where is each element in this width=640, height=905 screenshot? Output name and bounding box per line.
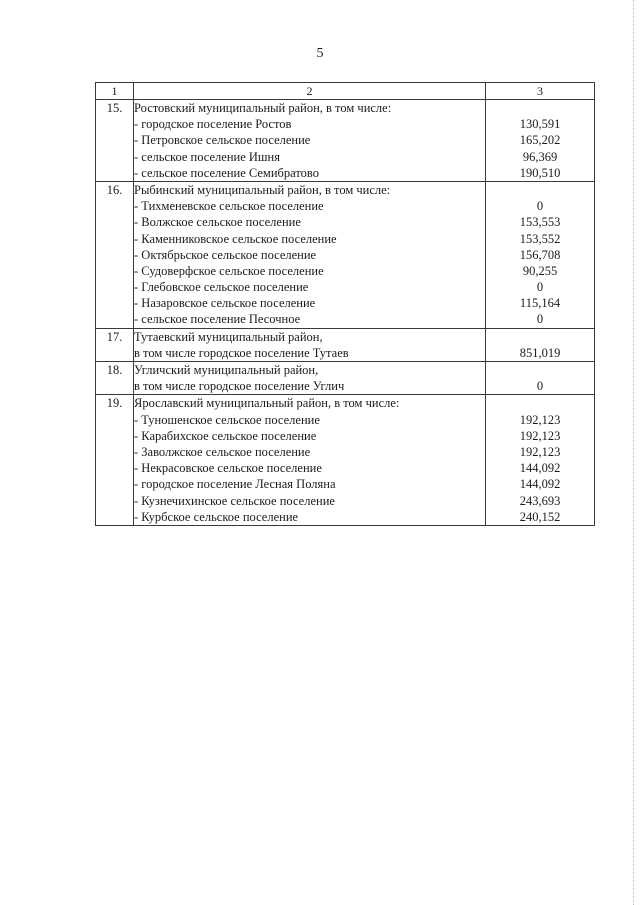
settlement-name: - городское поселение Лесная Поляна — [134, 477, 336, 492]
settlement-name: - Волжское сельское поселение — [134, 215, 301, 230]
row-description — [134, 100, 486, 182]
settlement-name: в том числе городское поселение Углич — [134, 379, 345, 394]
amount-value: 90,255 — [522, 263, 558, 278]
amount-value: 192,123 — [519, 444, 561, 459]
amount-value: 0 — [536, 312, 544, 327]
row-number: 18. — [96, 362, 134, 395]
row-description — [134, 328, 486, 361]
district-name: Ярославский муниципальный район, в том числе: — [134, 396, 400, 411]
settlement-name: - Тихменевское сельское поселение — [134, 199, 324, 214]
table-row — [96, 395, 595, 526]
settlement-name: - Судоверфское сельское поселение — [134, 263, 324, 278]
row-number: 17. — [96, 328, 134, 361]
amount-value: 153,552 — [519, 231, 561, 246]
amount-value: 130,591 — [519, 117, 561, 132]
settlement-name: - Заволжское сельское поселение — [134, 444, 311, 459]
settlement-name: - Каменниковское сельское поселение — [134, 231, 337, 246]
amount-value: 0 — [536, 379, 544, 394]
amount-value — [486, 329, 594, 345]
row-description — [134, 181, 486, 328]
amount-value — [486, 362, 594, 378]
amount-value — [486, 182, 594, 198]
amount-value — [486, 395, 594, 411]
district-name: Рыбинский муниципальный район, в том числе: — [134, 182, 391, 197]
scan-edge — [632, 0, 634, 905]
column-header: 3 — [486, 83, 595, 100]
row-values — [486, 395, 595, 526]
amount-value: 144,092 — [519, 461, 561, 476]
table-header-row — [96, 83, 595, 100]
district-name: Тутаевский муниципальный район, — [134, 329, 323, 344]
amount-value: 0 — [536, 199, 544, 214]
row-values — [486, 362, 595, 395]
amount-value: 192,123 — [519, 412, 561, 427]
amount-value: 153,553 — [519, 215, 561, 230]
settlement-name: - Октябрьское сельское поселение — [134, 247, 317, 262]
amount-value: 115,164 — [519, 296, 561, 311]
column-header: 1 — [96, 83, 134, 100]
settlement-name: - сельское поселение Песочное — [134, 312, 301, 327]
amount-value: 240,152 — [519, 509, 561, 524]
settlement-name: в том числе городское поселение Тутаев — [134, 345, 349, 360]
table-row — [96, 362, 595, 395]
settlement-name: - Назаровское сельское поселение — [134, 296, 316, 311]
settlement-name: - Карабихское сельское поселение — [134, 428, 317, 443]
column-header: 2 — [134, 83, 486, 100]
amount-value: 144,092 — [519, 477, 561, 492]
amount-value: 851,019 — [519, 345, 561, 360]
amount-value: 156,708 — [519, 247, 561, 262]
table-row — [96, 328, 595, 361]
table-row — [96, 100, 595, 182]
row-description — [134, 395, 486, 526]
row-number: 15. — [96, 100, 134, 182]
row-values — [486, 328, 595, 361]
row-number: 16. — [96, 181, 134, 328]
amount-value: 190,510 — [519, 165, 561, 180]
settlement-name: - городское поселение Ростов — [134, 117, 292, 132]
amount-value: 96,369 — [522, 149, 558, 164]
row-number: 19. — [96, 395, 134, 526]
settlement-name: - Петровское сельское поселение — [134, 133, 311, 148]
settlement-name: - Кузнечихинское сельское поселение — [134, 493, 335, 508]
amount-value: 243,693 — [519, 493, 561, 508]
district-name: Ростовский муниципальный район, в том числе: — [134, 101, 392, 115]
allocation-table — [95, 82, 595, 526]
settlement-name: - Глебовское сельское поселение — [134, 280, 309, 295]
amount-value: 192,123 — [519, 428, 561, 443]
row-description — [134, 362, 486, 395]
amount-value — [486, 100, 594, 116]
amount-value: 0 — [536, 280, 544, 295]
row-values — [486, 181, 595, 328]
settlement-name: - сельское поселение Ишня — [134, 149, 280, 164]
settlement-name: - Курбское сельское поселение — [134, 509, 299, 524]
settlement-name: - сельское поселение Семибратово — [134, 165, 319, 180]
page-number: 5 — [316, 46, 324, 61]
table-row — [96, 181, 595, 328]
amount-value: 165,202 — [519, 133, 561, 148]
settlement-name: - Некрасовское сельское поселение — [134, 461, 322, 476]
settlement-name: - Туношенское сельское поселение — [134, 412, 320, 427]
row-values — [486, 100, 595, 182]
district-name: Угличский муниципальный район, — [134, 363, 319, 377]
